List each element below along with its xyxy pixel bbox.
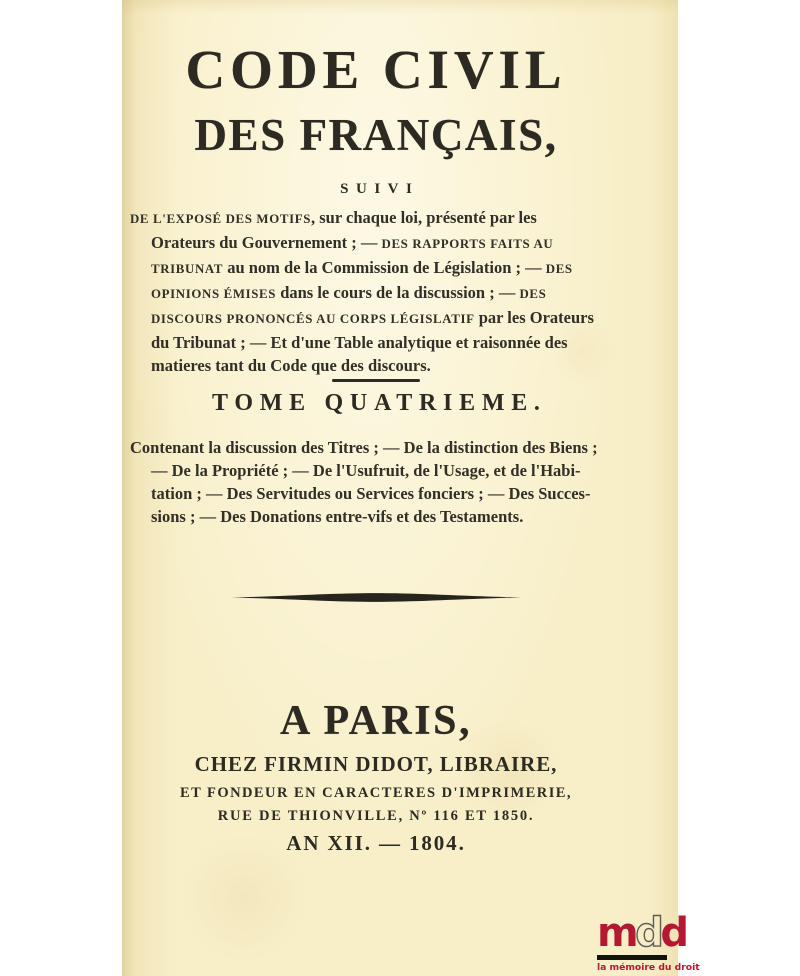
swelled-rule xyxy=(130,590,622,608)
text-line: Contenant la discussion des Titres ; — De la distinction des Biens ; xyxy=(130,438,598,457)
book-title-line2: DES FRANÇAIS, xyxy=(194,110,558,160)
text-line: du Tribunat ; — Et d'une Table analytique et raisonnée des xyxy=(151,333,568,352)
imprint-address: RUE DE THIONVILLE, Nº 116 ET 1850. xyxy=(217,808,535,824)
subtitle-suivi: SUIVI xyxy=(340,181,420,197)
imprint-city: A PARIS, xyxy=(279,698,473,744)
separator-rule-bar xyxy=(332,379,420,383)
volume-title: TOME QUATRIEME. xyxy=(212,390,547,416)
text-line: DE L'EXPOSÉ DES MOTIFS, sur chaque loi, présenté par les xyxy=(130,208,537,227)
text-line: tation ; — Des Servitudes ou Services fonciers ; — Des Succes- xyxy=(151,484,591,503)
text-line: DISCOURS PRONONCÉS AU CORPS LÉGISLATIF par les Orateurs xyxy=(151,308,594,327)
imprint-foundry: ET FONDEUR EN CARACTERES D'IMPRIMERIE, xyxy=(180,785,572,801)
mdd-letter-d: d xyxy=(660,910,686,956)
book-title-line1: CODE CIVIL xyxy=(185,39,567,100)
text-line: TRIBUNAT au nom de la Commission de Législation ; — DES xyxy=(151,258,573,277)
text-line: Orateurs du Gouvernement ; — DES RAPPORTS FAITS AU xyxy=(151,233,554,252)
mdd-logo xyxy=(597,910,700,973)
mdd-letter-m: m xyxy=(597,910,636,956)
mdd-logo-tagline: la mémoire du droit xyxy=(597,961,700,973)
text-line: matieres tant du Code que des discours. xyxy=(151,356,431,375)
scanned-book-page xyxy=(122,0,700,976)
mdd-letter-d-outline: d xyxy=(635,910,661,956)
text-line: — De la Propriété ; — De l'Usufruit, de l'Usage, et de l'Habi- xyxy=(151,461,581,480)
text-line: sions ; — Des Donations entre-vifs et des Testaments. xyxy=(151,507,524,526)
imprint-year: AN XII. — 1804. xyxy=(286,831,466,855)
separator-rule xyxy=(130,369,622,387)
imprint-publisher: CHEZ FIRMIN DIDOT, LIBRAIRE, xyxy=(194,752,558,776)
contents-paragraph xyxy=(130,436,622,528)
text-line: OPINIONS ÉMISES dans le cours de la discussion ; — DES xyxy=(151,283,547,302)
mdd-logo-text xyxy=(597,910,686,956)
description-paragraph xyxy=(130,206,622,377)
